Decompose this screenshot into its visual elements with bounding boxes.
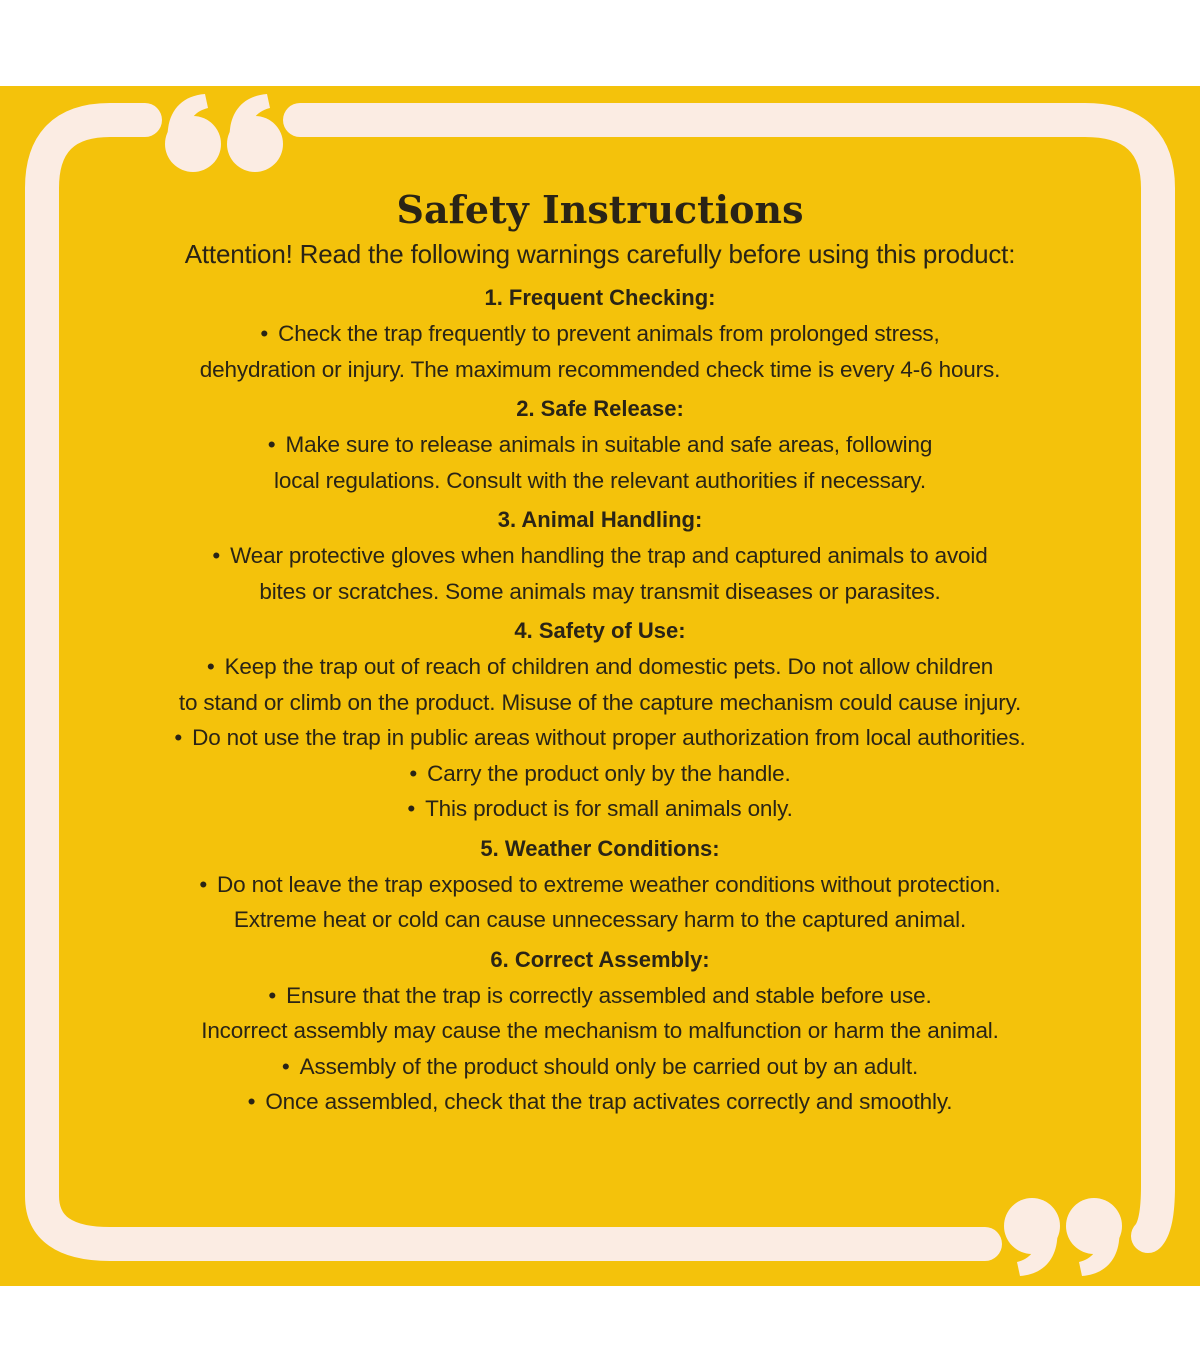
sections-list: [80, 282, 1120, 1120]
section-heading: 2. Safe Release:: [516, 396, 684, 421]
instruction-text: Check the trap frequently to prevent animals from prolonged stress,: [278, 321, 940, 346]
instruction-line: [80, 685, 1120, 721]
section-1: [80, 282, 1120, 387]
safety-panel: [0, 86, 1200, 1286]
instruction-line: [80, 352, 1120, 388]
instruction-text: Keep the trap out of reach of children and domestic pets. Do not allow children: [224, 654, 994, 679]
instruction-text: Ensure that the trap is correctly assembled and stable before use.: [286, 982, 932, 1008]
quote-open-icon: [165, 94, 283, 172]
instruction-line: [80, 538, 1120, 574]
bullet-icon: •: [199, 871, 208, 897]
section-6: [80, 944, 1120, 1120]
section-heading: 5. Weather Conditions:: [480, 835, 720, 861]
section-3: [80, 504, 1120, 609]
section-heading: 4. Safety of Use:: [514, 618, 686, 643]
instruction-text: to stand or climb on the product. Misuse of the capture mechanism could cause injury.: [178, 689, 1022, 715]
page-subtitle: Attention! Read the following warnings carefully before using this product:: [184, 239, 1016, 269]
instruction-line: [80, 756, 1120, 792]
instruction-text: Do not use the trap in public areas without proper authorization from local authorities.: [192, 725, 1026, 750]
section-heading: 3. Animal Handling:: [497, 507, 703, 532]
section-2: [80, 393, 1120, 498]
page-title: Safety Instructions: [396, 187, 804, 232]
instruction-text: dehydration or injury. The maximum recommended check time is every 4-6 hours.: [199, 356, 1001, 382]
instruction-line: [80, 978, 1120, 1014]
section-5: [80, 833, 1120, 938]
bullet-icon: •: [281, 1053, 290, 1079]
instruction-line: [80, 649, 1120, 685]
instruction-text: Wear protective gloves when handling the trap and captured animals to avoid: [230, 543, 988, 568]
quote-close-icon: [1004, 1198, 1122, 1276]
bullet-icon: •: [206, 654, 215, 679]
instruction-line: [80, 1013, 1120, 1049]
section-heading: 1. Frequent Checking:: [484, 285, 716, 310]
bullet-icon: •: [174, 725, 183, 750]
instruction-line: [80, 867, 1120, 903]
bullet-icon: •: [409, 760, 418, 786]
section-heading: 6. Correct Assembly:: [490, 946, 710, 972]
instruction-text: Assembly of the product should only be carried out by an adult.: [299, 1053, 919, 1079]
instruction-line: [80, 427, 1120, 463]
bullet-icon: •: [407, 796, 416, 821]
instruction-text: Do not leave the trap exposed to extreme weather conditions without protection.: [217, 871, 1001, 897]
bullet-icon: •: [212, 543, 221, 568]
instructions-content: [80, 186, 1120, 1124]
instruction-text: Extreme heat or cold can cause unnecessary harm to the captured animal.: [233, 907, 967, 932]
instruction-line: [80, 791, 1120, 827]
bullet-icon: •: [247, 1089, 256, 1114]
instruction-text: Make sure to release animals in suitable and safe areas, following: [285, 432, 933, 457]
instruction-text: local regulations. Consult with the relevant authorities if necessary.: [274, 467, 926, 493]
bullet-icon: •: [260, 321, 269, 346]
instruction-line: [80, 902, 1120, 938]
bullet-icon: •: [268, 982, 277, 1008]
instruction-text: This product is for small animals only.: [425, 796, 793, 821]
instruction-line: [80, 720, 1120, 756]
instruction-line: [80, 463, 1120, 499]
instruction-text: bites or scratches. Some animals may transmit diseases or parasites.: [259, 578, 941, 604]
bullet-icon: •: [267, 432, 276, 457]
instruction-line: [80, 574, 1120, 610]
instruction-text: Once assembled, check that the trap activates correctly and smoothly.: [265, 1089, 953, 1114]
section-4: [80, 615, 1120, 827]
instruction-line: [80, 316, 1120, 352]
instruction-line: [80, 1049, 1120, 1085]
instruction-text: Incorrect assembly may cause the mechanism to malfunction or harm the animal.: [201, 1018, 999, 1043]
instruction-line: [80, 1084, 1120, 1120]
instruction-text: Carry the product only by the handle.: [427, 760, 791, 786]
